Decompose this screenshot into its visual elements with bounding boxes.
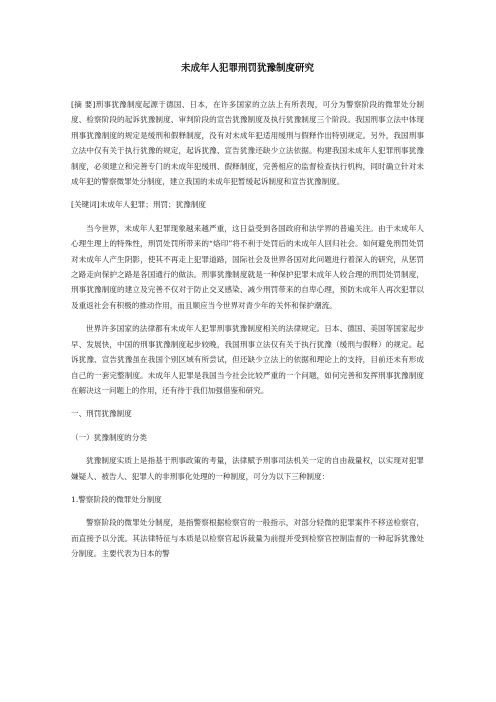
abstract-paragraph: [摘 要]刑事犹豫制度起源于德国、日本，在许多国家的立法上有所表现，可分为警察阶段的微罪处分制度、检察阶段的起诉犹豫制度、审判阶段的宣告犹豫制度及执行犹豫制度三个阶段。我国刑事立法中体现刑事犹豫制度的规定是缓刑和假释制度，没有对未成年犯适用缓刑与假释作出特别规定。另外，我国刑事立法中仅有关于执行犹豫的规定，起诉犹豫、宣告犹豫还缺少立法依据。构建我国未成年人犯罪刑事犹豫制度，必须建立和完善专门的未成年犯缓刑、假释制度，完善相应的监督检查执行机构，同时确立针对未成年犯的警察微罪处分制度，建立我国的未成年犯暂缓起诉制度和宣告犹豫制度。 bbox=[71, 100, 424, 187]
keywords-line: [关键词]未成年人犯罪；刑罚；犹豫制度 bbox=[71, 200, 207, 210]
body-paragraph-2: 世界许多国家的法律都有未成年人犯罪刑事犹豫制度相关的法律规定。日本、德国、美国等国家起步早、发展快，中国的刑事犹豫制度起步较晚，我国刑事立法仅有关于执行犹豫（缓刑与假释）的规定。起诉犹豫、宣告犹豫虽在我国个别区域有所尝试，但还缺少立法上的依据和理论上的支持，目前还未有形成自己的一套完整制度。未成年人犯罪是我国当今社会比较严重的一个问题，如何完善和发挥刑事犹豫制度在解决这一问题上的作用，还有待于我们加强借鉴和研究。 bbox=[71, 324, 424, 395]
body-paragraph-3: 犹豫制度实质上是指基于刑事政策的考量，法律赋予刑事司法机关一定的自由裁量权，以实现对犯罪嫌疑人、被告人、犯罪人的非刑事化处理的一种制度，可分为以下三种制度： bbox=[71, 456, 424, 481]
sub-subsection-heading: 1.警察阶段的微罪处分制度 bbox=[71, 494, 162, 504]
document-title: 未成年人犯罪刑罚犹豫制度研究 bbox=[180, 63, 314, 74]
subsection-heading: （一）犹豫制度的分类 bbox=[71, 432, 147, 442]
body-paragraph-1: 当今世界，未成年人犯罪现象越来越严重，这日益受到各国政府和法学界的普遍关注。由于未成年人心理生理上的特殊性，刑罚处罚所带来的“烙印”将不利于处罚后的未成年人回归社会。如何避免刑罚处罚对未成年人产生阴影，使其不再走上犯罪道路，国际社会及世界各国对此问题进行着深入的研究，从惩罚之路走向保护之路是各国通行的做法。刑事犹豫制度就是一种保护犯罪未成年人较合理的刑罚处罚制度，刑事犹豫制度的建立及完善不仅对于防止交叉感染、减少刑罚带来的自卑心理，预防未成年人再次犯罪以及重返社会有积极的推动作用，而且顺应当今世界对青少年的关怀和保护潮流。 bbox=[71, 223, 424, 310]
body-paragraph-4: 警察阶段的微罪处分制度，是指警察根据检察官的一般指示，对部分轻微的犯罪案件不移送检察官，而直接予以分流。其法律特征与本质是以检察官起诉裁量为前提并受到检察官控制监督的一种起诉犹豫处分制度。主要代表为日本的警 bbox=[71, 518, 424, 559]
document-body bbox=[71, 62, 424, 562]
section-heading: 一、刑罚犹豫制度 bbox=[71, 409, 132, 419]
